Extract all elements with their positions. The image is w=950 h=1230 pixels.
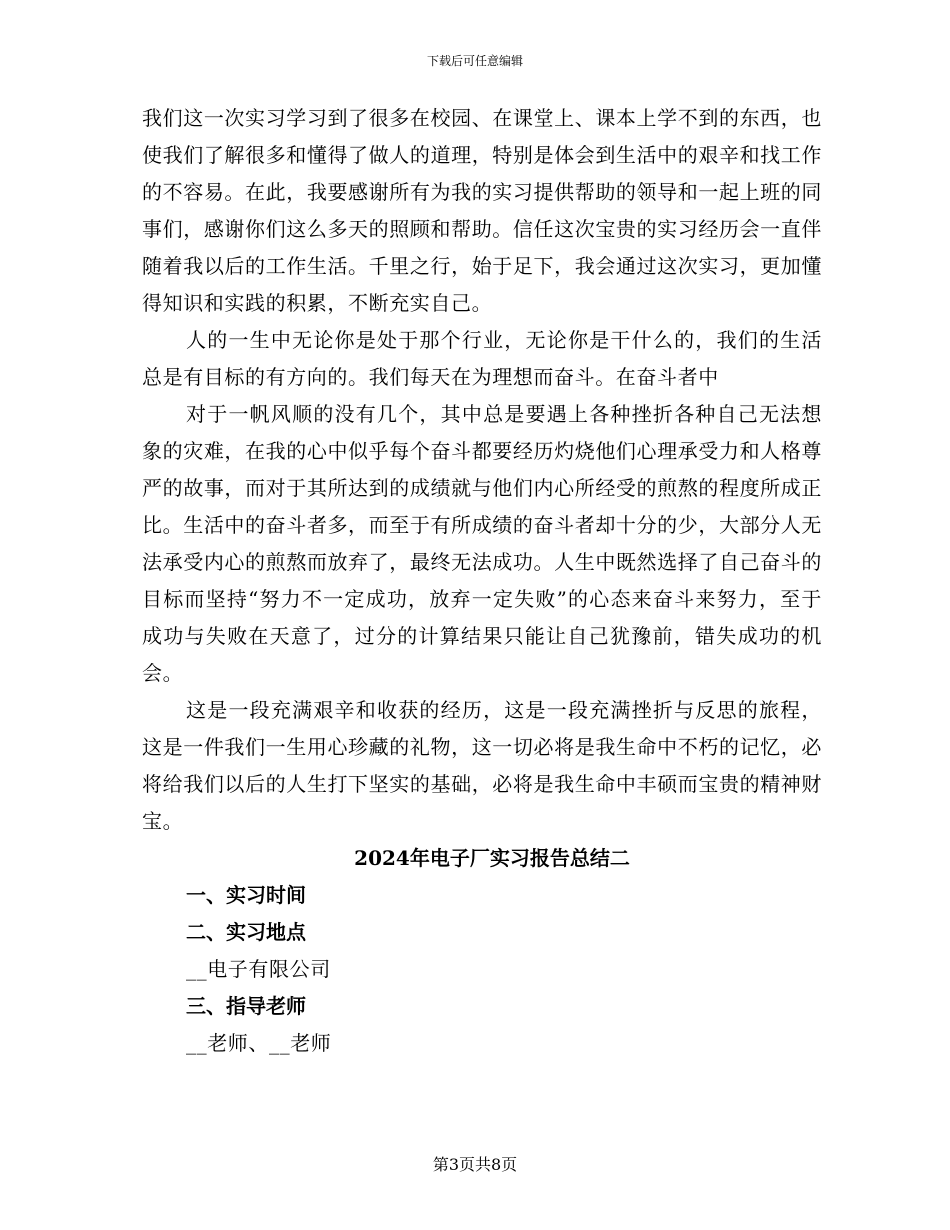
heading-instructor: 三、指导老师 (186, 994, 306, 1018)
paragraph-4: 这是一段充满艰辛和收获的经历，这是一段充满挫折与反思的旅程，这是一件我们一生用心珍藏的礼物，这一切必将是我生命中不朽的记忆，必将给我们以后的人生打下坚实的基础，必将是我生命中丰硕而宝贵的精神财宝。 (142, 698, 822, 833)
paragraph-1: 我们这一次实习学习到了很多在校园、在课堂上、课本上学不到的东西，也使我们了解很多和懂得了做人的道理，特别是体会到生活中的艰辛和找工作的不容易。在此，我要感谢所有为我的实习提供帮助的领导和一起上班的同事们，感谢你们这么多天的照顾和帮助。信任这次宝贵的实习经历会一直伴随着我以后的工作生活。千里之行，始于足下，我会通过这次实习，更加懂得知识和实践的积累，不断充实自己。 (142, 106, 822, 315)
paragraph-3: 对于一帆风顺的没有几个，其中总是要遇上各种挫折各种自己无法想象的灾难，在我的心中似乎每个奋斗都要经历灼烧他们心理承受力和人格尊严的故事，而对于其所达到的成绩就与他们内心所经受的煎熬的程度所成正比。生活中的奋斗者多，而至于有所成绩的奋斗者却十分的少，大部分人无法承受内心的煎熬而放弃了，最终无法成功。人生中既然选择了自己奋斗的目标而坚持“努力不一定成功，放弃一定失败”的心态来奋斗来努力，至于成功与失败在天意了，过分的计算结果只能让自己犹豫前，错失成功的机会。 (142, 402, 822, 685)
instructor-value: __老师、__老师 (186, 1031, 332, 1055)
heading-internship-place: 二、实习地点 (186, 920, 306, 944)
section-title: 2024年电子厂实习报告总结二 (354, 846, 630, 870)
page-footer: 第3页共8页 (432, 1155, 518, 1174)
paragraph-2: 人的一生中无论你是处于那个行业，无论你是干什么的，我们的生活总是有目标的有方向的。我们每天在为理想而奋斗。在奋斗者中 (142, 328, 822, 389)
heading-internship-time: 一、实习时间 (186, 883, 306, 907)
internship-place-value: __电子有限公司 (186, 957, 331, 981)
page-header: 下载后可任意编辑 (426, 54, 523, 68)
document-body (142, 100, 822, 1062)
